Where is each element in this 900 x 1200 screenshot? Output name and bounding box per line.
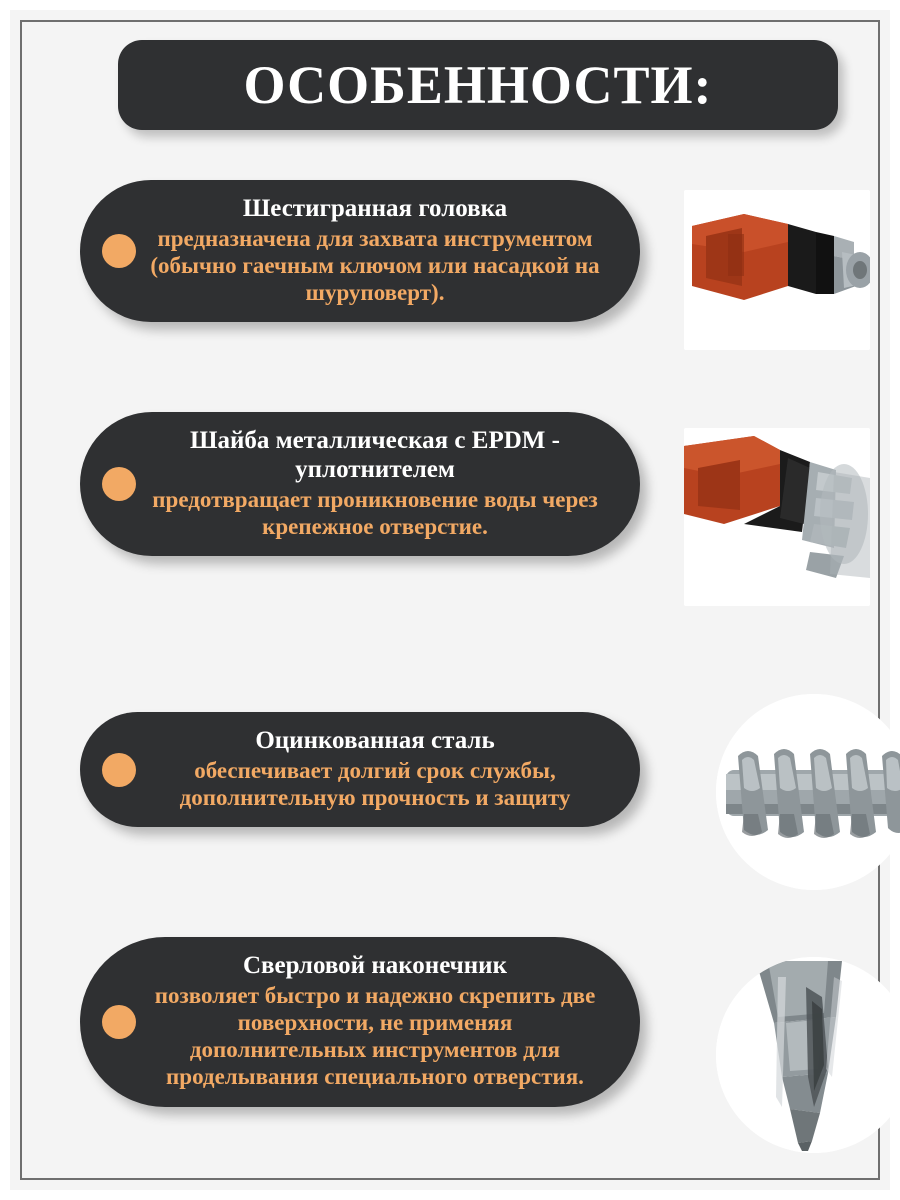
feature-body-2: предотвращает проникновение воды через крепежное отверстие. bbox=[152, 487, 598, 540]
galvanized-thread-photo bbox=[716, 694, 900, 890]
screw-hex-head-illustration bbox=[684, 190, 870, 350]
epdm-washer-photo bbox=[684, 428, 870, 606]
bullet-dot-icon-3 bbox=[102, 753, 136, 787]
feature-block-4 bbox=[80, 927, 870, 1167]
feature-heading-1: Шестигранная головка bbox=[242, 195, 508, 222]
epdm-washer-illustration bbox=[684, 428, 870, 606]
page-frame bbox=[20, 20, 880, 1180]
page-title bbox=[118, 40, 838, 130]
bullet-dot-icon-1 bbox=[102, 234, 136, 268]
feature-card-4 bbox=[80, 937, 640, 1107]
feature-block-1 bbox=[80, 172, 870, 367]
feature-heading-3: Оцинкованная сталь bbox=[255, 727, 495, 754]
feature-body-1: предназначена для захвата инструментом (обычно гаечным ключом или насадкой на шуруповерт). bbox=[150, 226, 600, 306]
screw-hex-head-photo bbox=[684, 190, 870, 350]
feature-card-3 bbox=[80, 712, 640, 827]
bullet-dot-icon-4 bbox=[102, 1005, 136, 1039]
feature-card-1 bbox=[80, 180, 640, 322]
feature-block-2 bbox=[80, 404, 870, 614]
feature-body-4: позволяет быстро и надежно скрепить две поверхности, не применяя дополнительных инструментов для проделывания специального отверстия. bbox=[154, 983, 596, 1090]
title-pill bbox=[118, 40, 838, 130]
feature-block-3 bbox=[80, 682, 870, 882]
feature-card-2 bbox=[80, 412, 640, 556]
feature-body-3: обеспечивает долгий срок службы, дополнительную прочность и защиту bbox=[179, 758, 571, 811]
title-text: ОСОБЕННОСТИ: bbox=[243, 55, 713, 115]
feature-heading-2: Шайба металлическая с EPDM - уплотнителем bbox=[190, 427, 560, 483]
drill-tip-illustration bbox=[716, 957, 900, 1153]
bullet-dot-icon-2 bbox=[102, 467, 136, 501]
feature-heading-4: Сверловой наконечник bbox=[243, 952, 507, 979]
drill-tip-photo bbox=[716, 957, 900, 1153]
galvanized-thread-illustration bbox=[716, 694, 900, 890]
